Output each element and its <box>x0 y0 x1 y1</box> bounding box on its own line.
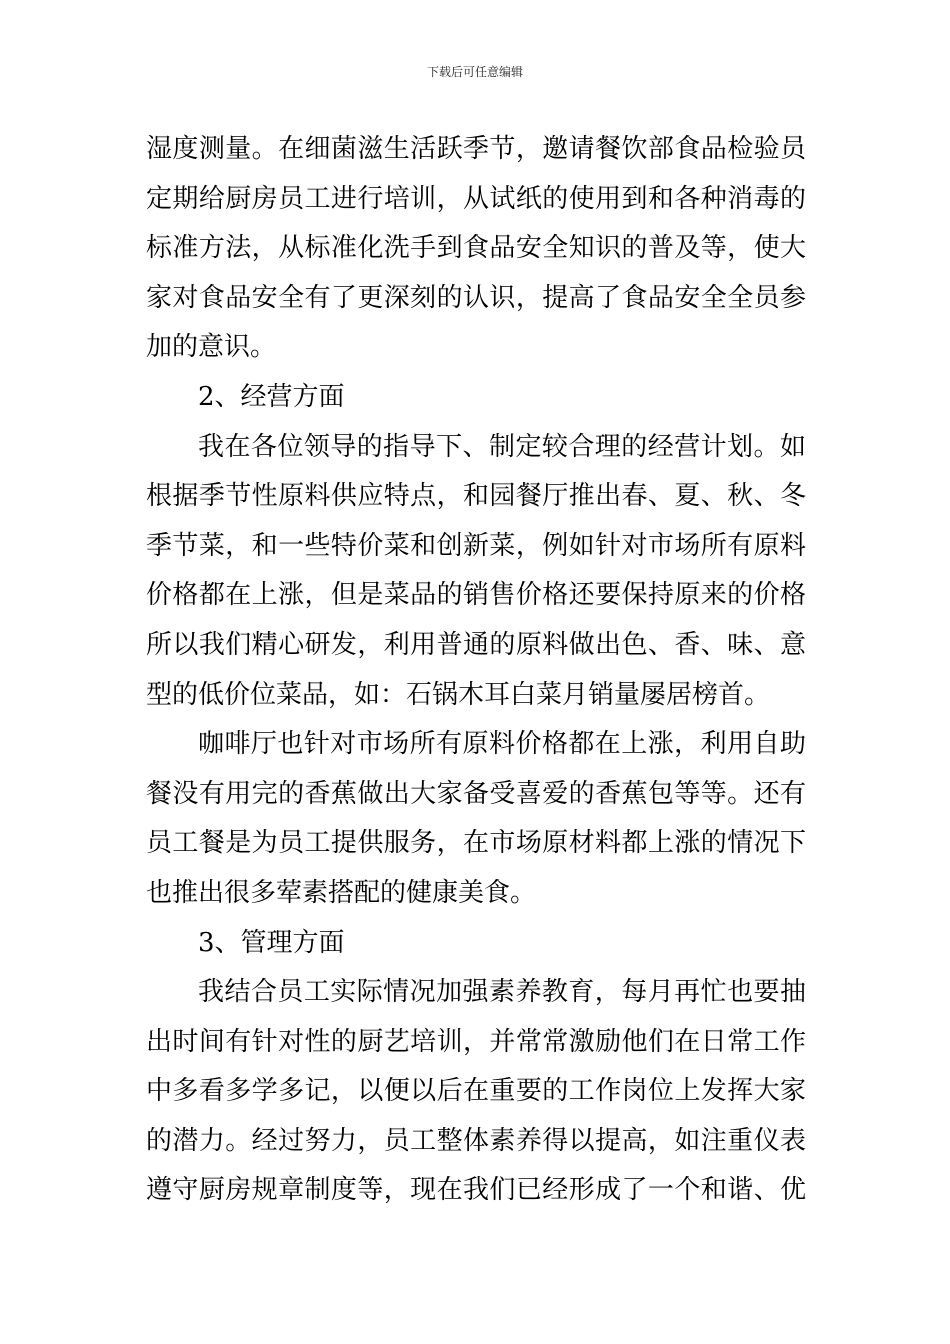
text-line: 我在各位领导的指导下、制定较合理的经营计划。如 <box>198 431 806 462</box>
document-body <box>146 125 806 1216</box>
text-line: 遵守厨房规章制度等，现在我们已经形成了一个和谐、优 <box>146 1175 806 1206</box>
text-line: 出时间有针对性的厨艺培训，并常常激励他们在日常工作 <box>146 1026 806 1057</box>
text-line: 定期给厨房员工进行培训，从试纸的使用到和各种消毒的 <box>146 183 806 214</box>
text-line: 咖啡厅也针对市场所有原料价格都在上涨，利用自助 <box>198 729 806 760</box>
text-line: 湿度测量。在细菌滋生活跃季节，邀请餐饮部食品检验员 <box>146 134 806 164</box>
text-line: 也推出很多荤素搭配的健康美食。 <box>146 877 537 908</box>
text-line: 所以我们精心研发，利用普通的原料做出色、香、味、意 <box>146 629 806 660</box>
text-line: 我结合员工实际情况加强素养教育，每月再忙也要抽 <box>198 977 806 1008</box>
section-heading-business: 2、经营方面 <box>198 381 345 412</box>
text-line: 中多看多学多记，以便以后在重要的工作岗位上发挥大家 <box>146 1076 806 1107</box>
text-line: 标准方法，从标准化洗手到食品安全知识的普及等，使大 <box>146 233 806 264</box>
page-header: 下载后可任意编辑 <box>426 65 523 79</box>
section-heading-management: 3、管理方面 <box>198 927 345 958</box>
text-line: 季节菜，和一些特价菜和创新菜，例如针对市场所有原料 <box>146 530 806 561</box>
text-line: 餐没有用完的香蕉做出大家备受喜爱的香蕉包等等。还有 <box>146 778 806 809</box>
text-line: 根据季节性原料供应特点，和园餐厅推出春、夏、秋、冬 <box>146 481 806 512</box>
text-line: 加的意识。 <box>146 332 277 363</box>
text-line: 价格都在上涨，但是菜品的销售价格还要保持原来的价格 <box>146 580 806 611</box>
text-line: 员工餐是为员工提供服务，在市场原材料都上涨的情况下 <box>146 828 806 859</box>
text-line: 的潜力。经过努力，员工整体素养得以提高，如注重仪表 <box>146 1125 806 1156</box>
text-line: 型的低价位菜品，如：石锅木耳白菜月销量屡居榜首。 <box>146 679 771 710</box>
text-line: 家对食品安全有了更深刻的认识，提高了食品安全全员参 <box>146 282 806 313</box>
